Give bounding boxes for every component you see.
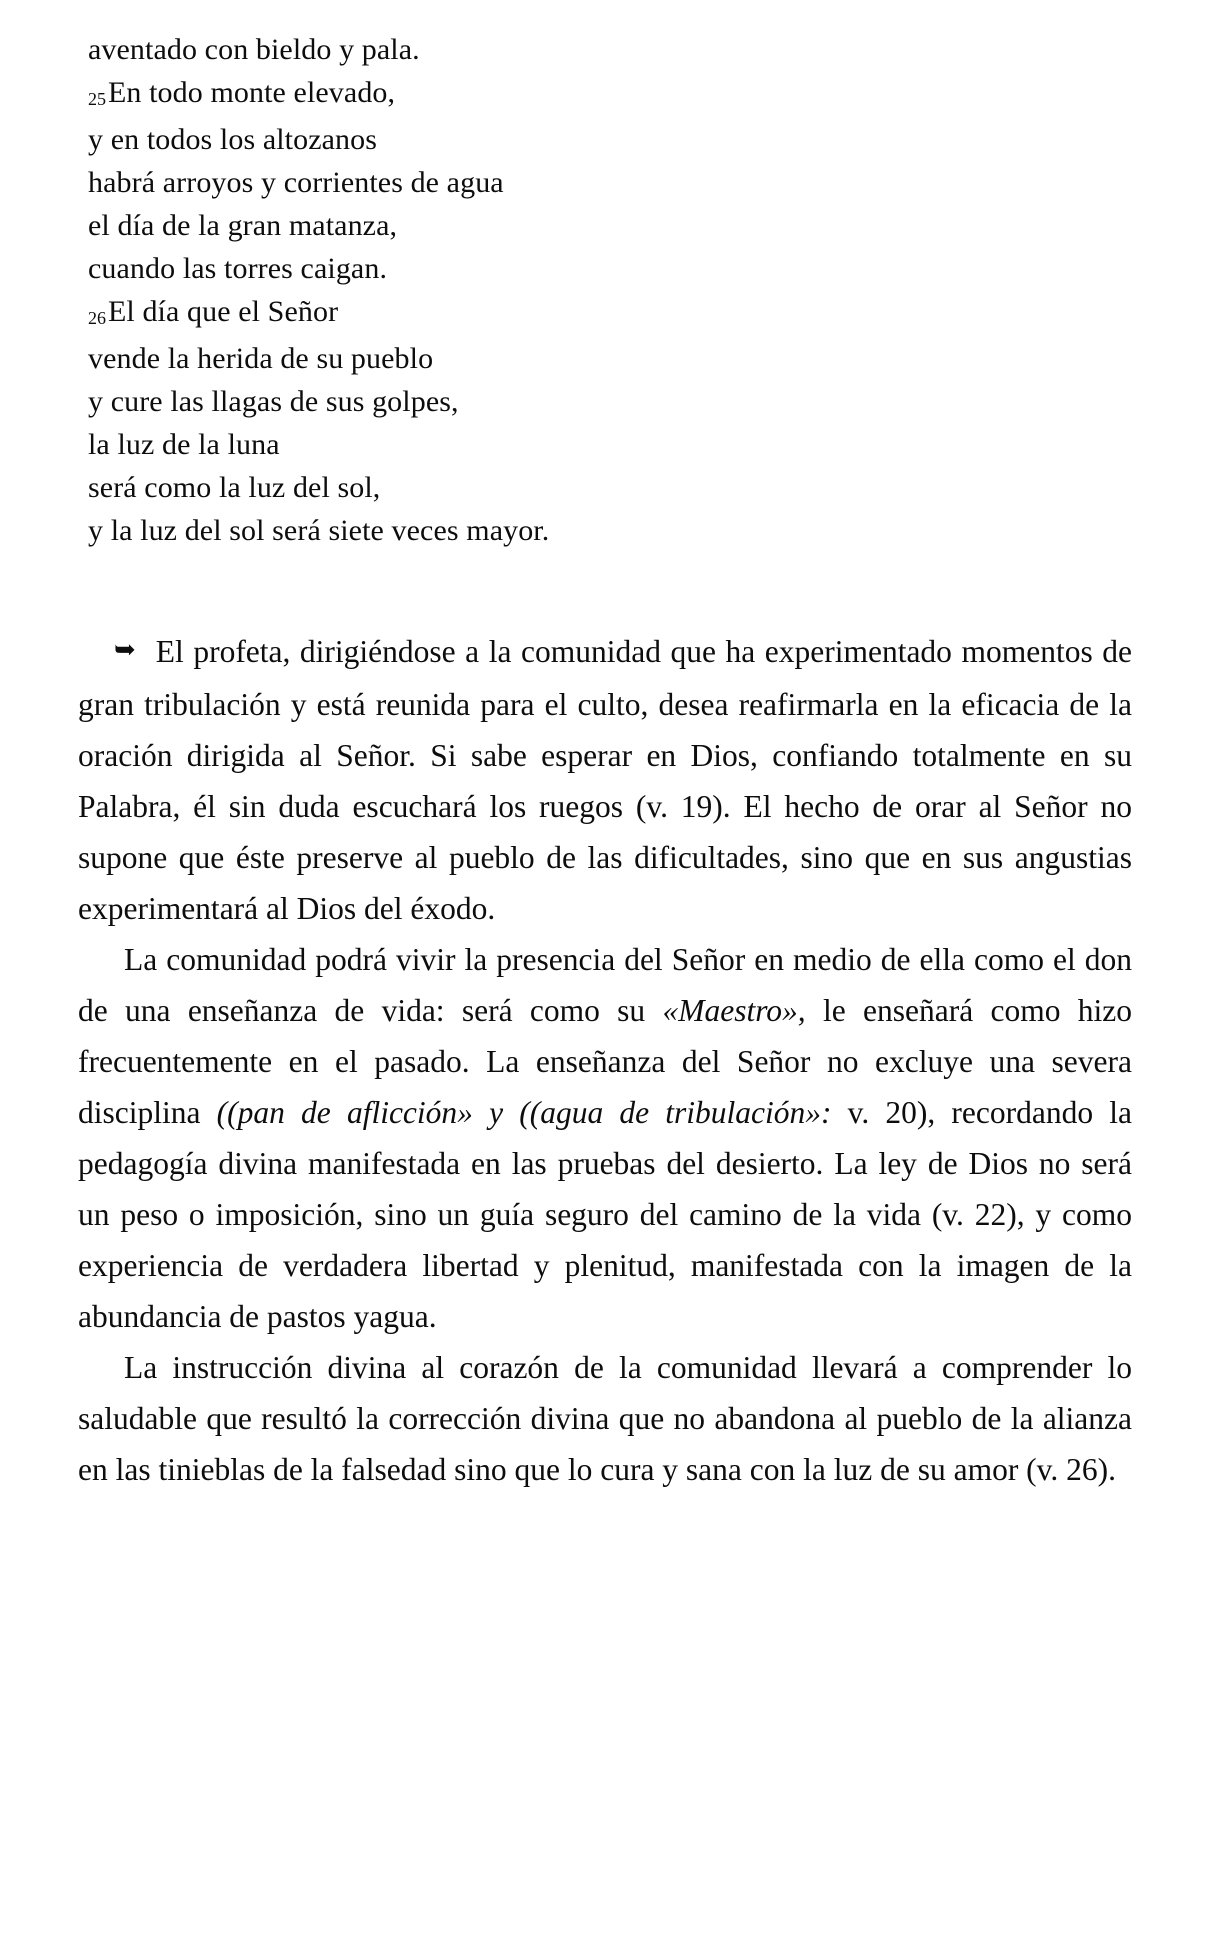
paragraph-text: La instrucción divina al corazón de la comunidad llevará a comprender lo saludable que resultó la corrección divina que no abandona al pueblo de la alianza en las tinieblas de la falsedad sino que lo cura y sana con la luz de su amor (v. 26). xyxy=(78,1350,1132,1487)
emphasis-maestro: «Maestro», xyxy=(662,993,806,1028)
verse-line xyxy=(88,290,1132,337)
commentary-paragraph-2 xyxy=(78,934,1132,1342)
verse-text: y en todos los altozanos xyxy=(88,123,378,156)
paragraph-text-part-2: le enseñará como hizo frecuentemente en el pasado. La enseñanza del Señor no excluye una severa disciplina xyxy=(78,993,1133,1130)
verse-text: cuando las torres caigan. xyxy=(88,252,388,285)
emphasis-pan-agua: ((pan de aflicción» y ((agua de tribulación»: xyxy=(216,1095,832,1130)
verse-text: será como la luz del sol, xyxy=(88,471,381,504)
verse-line xyxy=(88,71,1132,118)
paragraph-text-part-3: v. 20), recordando la pedagogía divina manifestada en las pruebas del desierto. La ley de Dios no será un peso o imposición, sino un guía seguro del camino de la vida (v. 22), y como experiencia de verdadera libertad y plenitud, manifestada con la imagen de la abundancia de pastos yagua. xyxy=(78,1095,1133,1334)
paragraph-text: El profeta, dirigiéndose a la comunidad que ha experimentado momentos de gran tribulación y está reunida para el culto, desea reafirmarla en la eficacia de la oración dirigida al Señor. Si sabe esperar en Dios, confiando totalmente en su Palabra, él sin duda escuchará los ruegos (v. 19). El hecho de orar al Señor no supone que éste preserve al pueblo de las dificultades, sino que en sus angustias experimentará al Dios del éxodo. xyxy=(78,634,1132,926)
commentary-section xyxy=(78,626,1132,1495)
verse-line xyxy=(88,509,1132,552)
arrow-right-icon: ➥ xyxy=(114,635,136,664)
verse-text: la luz de la luna xyxy=(88,428,280,461)
verse-line xyxy=(88,337,1132,380)
verse-line xyxy=(88,466,1132,509)
verse-text: En todo monte elevado, xyxy=(108,76,396,109)
commentary-paragraph-1 xyxy=(78,626,1132,934)
verse-line xyxy=(88,380,1132,423)
verse-line xyxy=(88,161,1132,204)
commentary-paragraph-3 xyxy=(78,1342,1132,1495)
verse-text: habrá arroyos y corrientes de agua xyxy=(88,166,504,199)
verse-text: el día de la gran matanza, xyxy=(88,209,398,242)
verse-line xyxy=(88,118,1132,161)
verse-number: 25 xyxy=(88,89,106,109)
verse-text: El día que el Señor xyxy=(108,295,339,328)
verse-block xyxy=(78,28,1132,552)
verse-line xyxy=(88,247,1132,290)
verse-line xyxy=(88,423,1132,466)
verse-text: y cure las llagas de sus golpes, xyxy=(88,385,459,418)
verse-line xyxy=(88,28,1132,71)
verse-text: vende la herida de su pueblo xyxy=(88,342,434,375)
verse-text: y la luz del sol será siete veces mayor. xyxy=(88,514,550,547)
verse-text: aventado con bieldo y pala. xyxy=(88,33,420,66)
verse-number: 26 xyxy=(88,308,106,328)
verse-line xyxy=(88,204,1132,247)
paragraph-text-part-1: La comunidad podrá vivir la presencia del Señor en medio de ella como el don de una enseñanza de vida: será como su xyxy=(78,942,1132,1028)
